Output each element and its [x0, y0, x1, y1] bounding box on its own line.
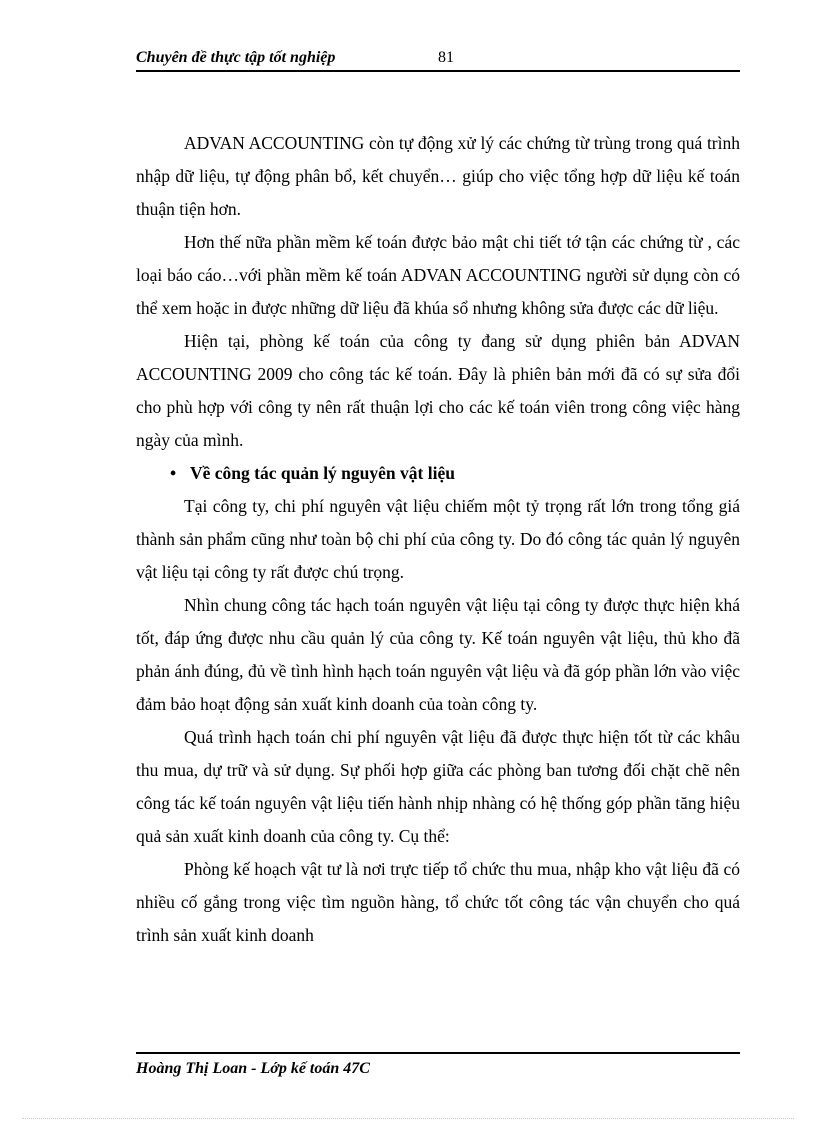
paragraph: Hơn thế nữa phần mềm kế toán được bảo mật chi tiết tớ tận các chứng từ , các loại báo cáo…với phần mềm kế toán ADVAN ACCOUNTING người sử dụng còn có thể xem hoặc in được những dữ liệu đã khúa sổ nhưng không sửa được các dữ liệu. [136, 232, 740, 318]
paragraph: Tại công ty, chi phí nguyên vật liệu chiếm một tỷ trọng rất lớn trong tổng giá thành sản phẩm cũng như toàn bộ chi phí của công ty. Do đó công tác quản lý nguyên vật liệu tại công ty rất được chú trọng. [136, 496, 740, 582]
paragraph: ADVAN ACCOUNTING còn tự động xử lý các chứng từ trùng trong quá trình nhập dữ liệu, tự động phân bổ, kết chuyển… giúp cho việc tổng hợp dữ liệu kế toán thuận tiện hơn. [136, 133, 740, 219]
section-heading-text: Về công tác quản lý nguyên vật liệu [190, 463, 455, 483]
page-header [136, 48, 740, 72]
paragraph: Nhìn chung công tác hạch toán nguyên vật liệu tại công ty được thực hiện khá tốt, đáp ứng được nhu cầu quản lý của công ty. Kế toán nguyên vật liệu, thủ kho đã phản ánh đúng, đủ về tình hình hạch toán nguyên vật liệu và đã góp phần lớn vào việc đảm bảo hoạt động sản xuất kinh doanh của toàn công ty. [136, 595, 740, 714]
paragraph: Hiện tại, phòng kế toán của công ty đang sử dụng phiên bản ADVAN ACCOUNTING 2009 cho công tác kế toán. Đây là phiên bản mới đã có sự sửa đổi cho phù hợp với công ty nên rất thuận lợi cho các kế toán viên trong công việc hàng ngày của mình. [136, 331, 740, 450]
page-footer [136, 1052, 740, 1078]
bullet-icon: • [170, 463, 177, 483]
document-body [136, 127, 740, 952]
page-edge-divider [22, 1118, 794, 1119]
paragraph: Phòng kế hoạch vật tư là nơi trực tiếp tổ chức thu mua, nhập kho vật liệu đã có nhiều cố gắng trong việc tìm nguồn hàng, tổ chức tốt công tác vận chuyển cho quá trình sản xuất kinh doanh [136, 859, 740, 945]
page-number: 81 [438, 49, 454, 66]
paragraph: Quá trình hạch toán chi phí nguyên vật liệu đã được thực hiện tốt từ các khâu thu mua, dự trữ và sử dụng. Sự phối hợp giữa các phòng ban tương đối chặt chẽ nên công tác kế toán nguyên vật liệu tiến hành nhịp nhàng có hệ thống góp phần tăng hiệu quả sản xuất kinh doanh của công ty. Cụ thể: [136, 727, 740, 846]
header-title: Chuyên đề thực tập tốt nghiệp [136, 49, 336, 66]
footer-author: Hoàng Thị Loan - Lớp kế toán 47C [136, 1060, 370, 1077]
section-heading [136, 457, 740, 490]
